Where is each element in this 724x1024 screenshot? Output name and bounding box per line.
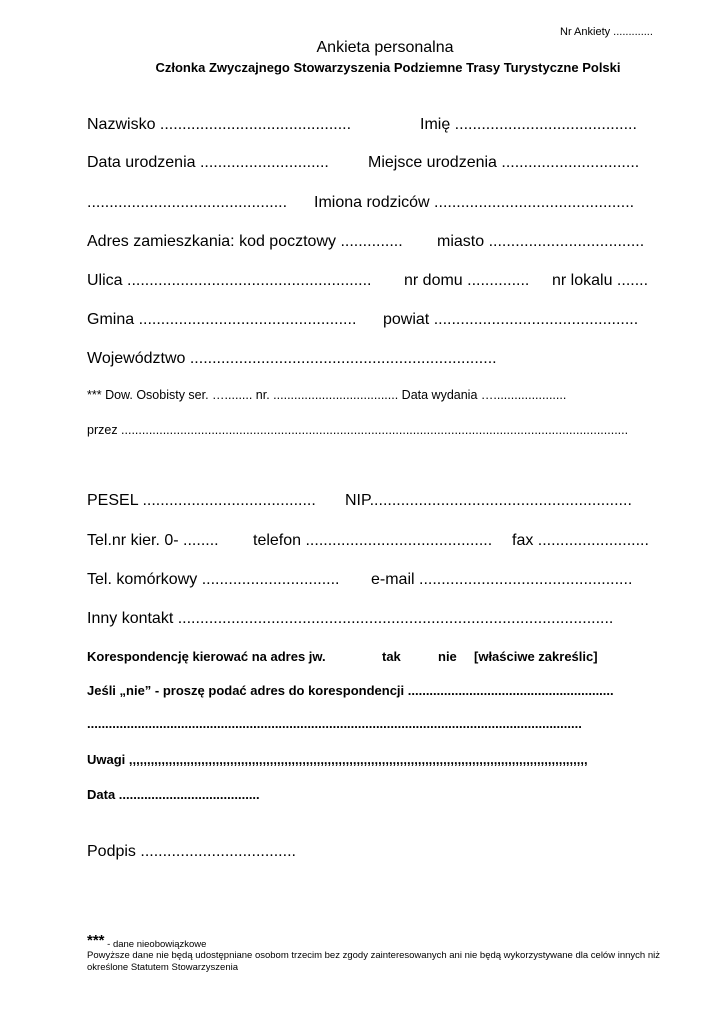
field-wojewodztwo[interactable]: Województwo .....................................................................: [87, 350, 497, 367]
option-nie[interactable]: nie: [438, 649, 457, 664]
option-tak[interactable]: tak: [382, 649, 401, 664]
page-title: Ankieta personalna: [316, 39, 454, 56]
footer-stars: ***: [87, 932, 105, 949]
field-adres-dots[interactable]: .........................................................................................................................................: [87, 716, 582, 731]
field-miejsce-urodzenia[interactable]: Miejsce urodzenia ...............................: [368, 154, 640, 171]
footer-note: [87, 932, 206, 950]
field-nazwisko[interactable]: Nazwisko ...........................................: [87, 116, 352, 133]
field-miasto[interactable]: miasto ...................................: [437, 233, 645, 250]
field-podpis[interactable]: Podpis ...................................: [87, 843, 296, 860]
field-przez[interactable]: przez ..................................................................................................................................................: [87, 423, 629, 437]
field-email[interactable]: e-mail ................................................: [371, 571, 633, 588]
field-rodzice-dots[interactable]: .............................................: [87, 194, 288, 211]
field-imiona-rodzicow[interactable]: Imiona rodziców .............................................: [314, 194, 635, 211]
footer-note-text: - dane nieobowiązkowe: [107, 939, 207, 950]
field-data[interactable]: Data .......................................: [87, 787, 260, 802]
zakreslic-note: [właściwe zakreślic]: [474, 649, 598, 664]
field-dow-osobisty[interactable]: *** Dow. Osobisty ser. …........ nr. .................................... Data wydania ….....................: [87, 388, 567, 402]
field-data-urodzenia[interactable]: Data urodzenia .............................: [87, 154, 329, 171]
page-subtitle: Członka Zwyczajnego Stowarzyszenia Podziemne Trasy Turystyczne Polski: [155, 60, 621, 75]
field-pesel[interactable]: PESEL .......................................: [87, 492, 316, 509]
field-uwagi[interactable]: Uwagi ,,,,,,,,,,,,,,,,,,,,,,,,,,,,,,,,,,,,,,,,,,,,,,,,,,,,,,,,,,,,,,,,,,,,,,,,,,,,,,,,,,,,,,,,,,,,,,,,,,,,,,,,,,,,,,,,,,,,,,,,,,,,,,,: [87, 752, 588, 767]
field-telefon[interactable]: telefon ..........................................: [253, 532, 493, 549]
field-nr-domu[interactable]: nr domu ..............: [404, 272, 530, 289]
korespondencja-label: Korespondencję kierować na adres jw.: [87, 649, 326, 664]
field-inny-kontakt[interactable]: Inny kontakt ..................................................................................................: [87, 610, 614, 627]
nr-ankiety: Nr Ankiety .............: [560, 26, 653, 38]
field-nr-lokalu[interactable]: nr lokalu .......: [552, 272, 649, 289]
field-ulica[interactable]: Ulica .......................................................: [87, 272, 372, 289]
field-tel-kom[interactable]: Tel. komórkowy ...............................: [87, 571, 340, 588]
field-imie[interactable]: Imię .........................................: [420, 116, 637, 133]
footer-line-1: Powyższe dane nie będą udostępniane osobom trzecim bez zgody zainteresowanych ani nie będą wykorzystywane dla celów innych niż: [87, 950, 660, 961]
field-nip[interactable]: NIP...........................................................: [345, 492, 632, 509]
field-powiat[interactable]: powiat ..............................................: [383, 311, 639, 328]
field-fax[interactable]: fax .........................: [512, 532, 649, 549]
field-tel-kier[interactable]: Tel.nr kier. 0- ........: [87, 532, 219, 549]
field-gmina[interactable]: Gmina .................................................: [87, 311, 357, 328]
field-kod-pocztowy[interactable]: Adres zamieszkania: kod pocztowy ..............: [87, 233, 403, 250]
footer-line-2: określone Statutem Stowarzyszenia: [87, 962, 239, 973]
field-jesli-nie[interactable]: Jeśli „nie” - proszę podać adres do korespondencji .........................................................: [87, 683, 614, 698]
